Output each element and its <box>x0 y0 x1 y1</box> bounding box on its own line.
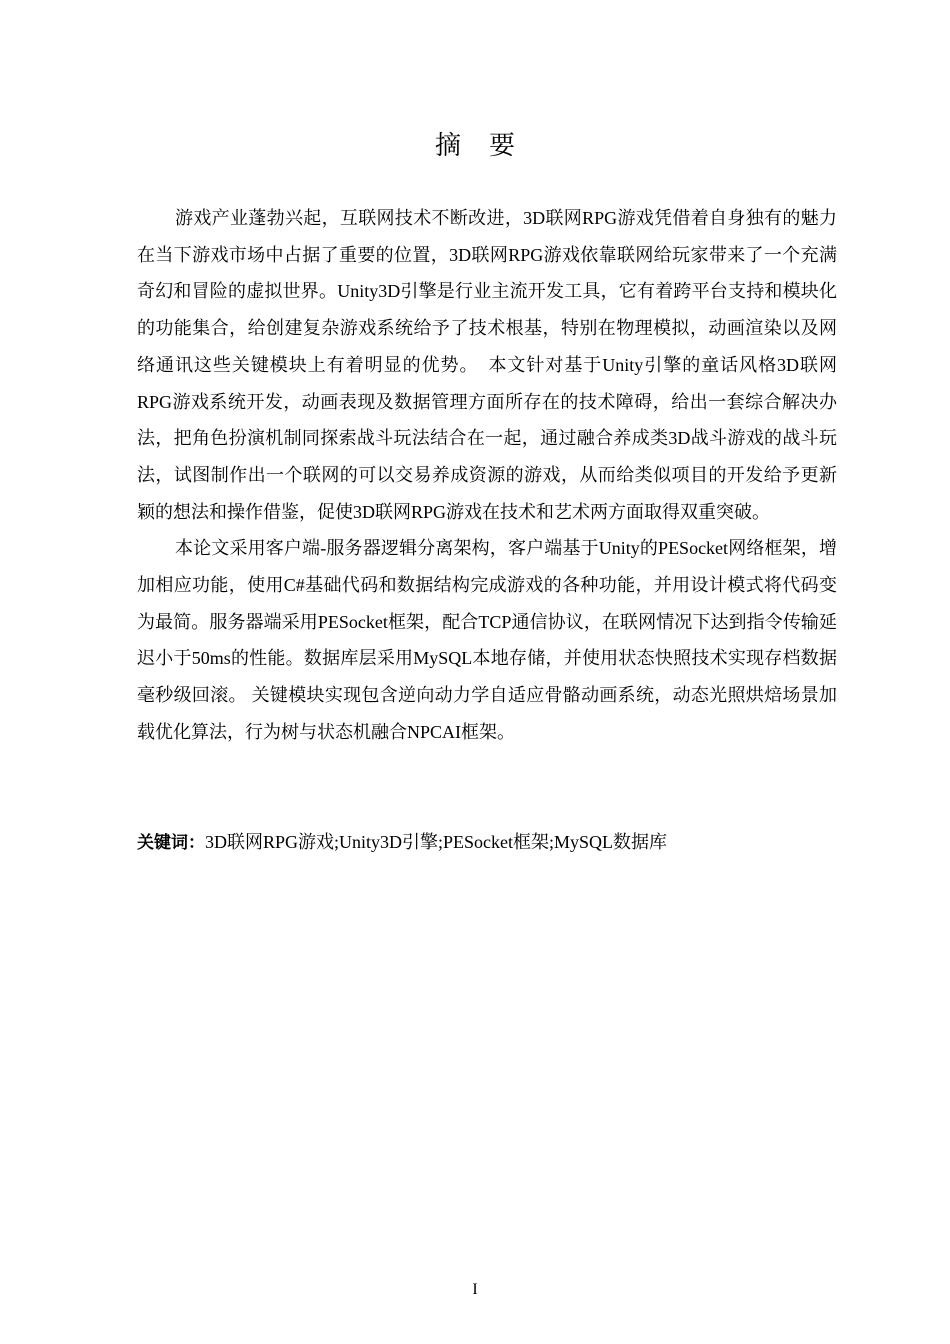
abstract-paragraph-2: 本论文采用客户端-服务器逻辑分离架构，客户端基于Unity的PESocket网络框架，增加相应功能，使用C#基础代码和数据结构完成游戏的各种功能，并用设计模式将代码变为最简。服务器端采用PESocket框架，配合TCP通信协议，在联网情况下达到指令传输延迟小于50ms的性能。数据库层采用MySQL本地存储，并使用状态快照技术实现存档数据毫秒级回滚。 关键模块实现包含逆向动力学自适应骨骼动画系统，动态光照烘焙场景加载优化算法，行为树与状态机融合NPCAI框架。 <box>137 538 837 742</box>
keywords-value: 3D联网RPG游戏;Unity3D引擎;PESocket框架;MySQL数据库 <box>205 832 668 852</box>
abstract-title: 摘要 <box>434 131 543 161</box>
abstract-body <box>137 200 837 751</box>
abstract-paragraph-1: 游戏产业蓬勃兴起，互联网技术不断改进，3D联网RPG游戏凭借着自身独有的魅力在当下游戏市场中占据了重要的位置，3D联网RPG游戏依靠联网给玩家带来了一个充满奇幻和冒险的虚拟世界。Unity3D引擎是行业主流开发工具，它有着跨平台支持和模块化的功能集合，给创建复杂游戏系统给予了技术根基，特别在物理模拟，动画渲染以及网络通讯这些关键模块上有着明显的优势。 本文针对基于Unity引擎的童话风格3D联网RPG游戏系统开发，动画表现及数据管理方面所存在的技术障碍，给出一套综合解决办法，把角色扮演机制同探索战斗玩法结合在一起，通过融合养成类3D战斗游戏的战斗玩法，试图制作出一个联网的可以交易养成资源的游戏，从而给类似项目的开发给予更新颖的想法和操作借鉴，促使3D联网RPG游戏在技术和艺术两方面取得双重突破。 <box>137 208 837 522</box>
page-number: I <box>472 1281 478 1298</box>
keywords-line <box>137 826 837 859</box>
keywords-label: 关键词： <box>137 833 205 853</box>
